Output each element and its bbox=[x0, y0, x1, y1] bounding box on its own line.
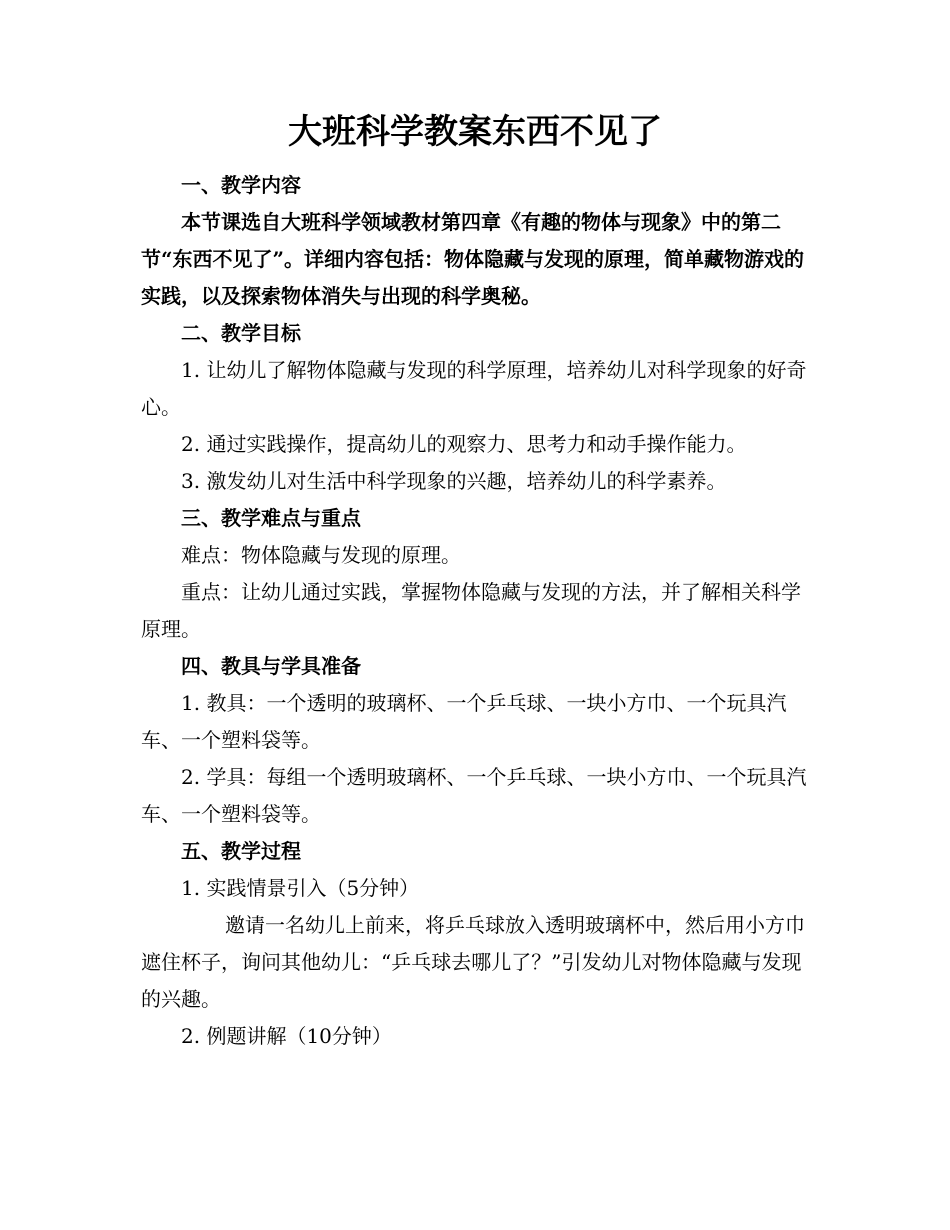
process-step: 1. 实践情景引入（5分钟） bbox=[181, 876, 420, 900]
document-title: 大班科学教案东西不见了 bbox=[288, 112, 662, 152]
objective-item: 1. 让幼儿了解物体隐藏与发现的科学原理，培养幼儿对科学现象的好奇心。 bbox=[141, 358, 807, 419]
section-heading-content: 一、教学内容 bbox=[181, 173, 301, 197]
section-heading-materials: 四、教具与学具准备 bbox=[181, 654, 361, 678]
process-step-detail: 邀请一名幼儿上前来，将乒乓球放入透明玻璃杯中，然后用小方巾遮住杯子，询问其他幼儿：“乒乓球去哪儿了？”引发幼儿对物体隐藏与发现的兴趣。 bbox=[141, 913, 805, 1011]
objective-item: 2. 通过实践操作，提高幼儿的观察力、思考力和动手操作能力。 bbox=[181, 432, 747, 456]
document-body bbox=[141, 167, 809, 1055]
key-point-item: 重点：让幼儿通过实践，掌握物体隐藏与发现的方法，并了解相关科学原理。 bbox=[141, 580, 801, 641]
process-step: 2. 例题讲解（10分钟） bbox=[181, 1024, 392, 1048]
section-heading-process: 五、教学过程 bbox=[181, 839, 301, 863]
materials-item: 2. 学具：每组一个透明玻璃杯、一个乒乓球、一块小方巾、一个玩具汽车、一个塑料袋等。 bbox=[141, 765, 807, 826]
section-heading-objectives: 二、教学目标 bbox=[181, 321, 301, 345]
content-intro-paragraph: 本节课选自大班科学领域教材第四章《有趣的物体与现象》中的第二节“东西不见了”。详细内容包括：物体隐藏与发现的原理，简单藏物游戏的实践，以及探索物体消失与出现的科学奥秘。 bbox=[141, 210, 805, 308]
materials-item: 1. 教具：一个透明的玻璃杯、一个乒乓球、一块小方巾、一个玩具汽车、一个塑料袋等。 bbox=[141, 691, 787, 752]
difficulty-item: 难点：物体隐藏与发现的原理。 bbox=[181, 543, 461, 567]
objective-item: 3. 激发幼儿对生活中科学现象的兴趣，培养幼儿的科学素养。 bbox=[181, 469, 727, 493]
section-heading-difficulties: 三、教学难点与重点 bbox=[181, 506, 361, 530]
